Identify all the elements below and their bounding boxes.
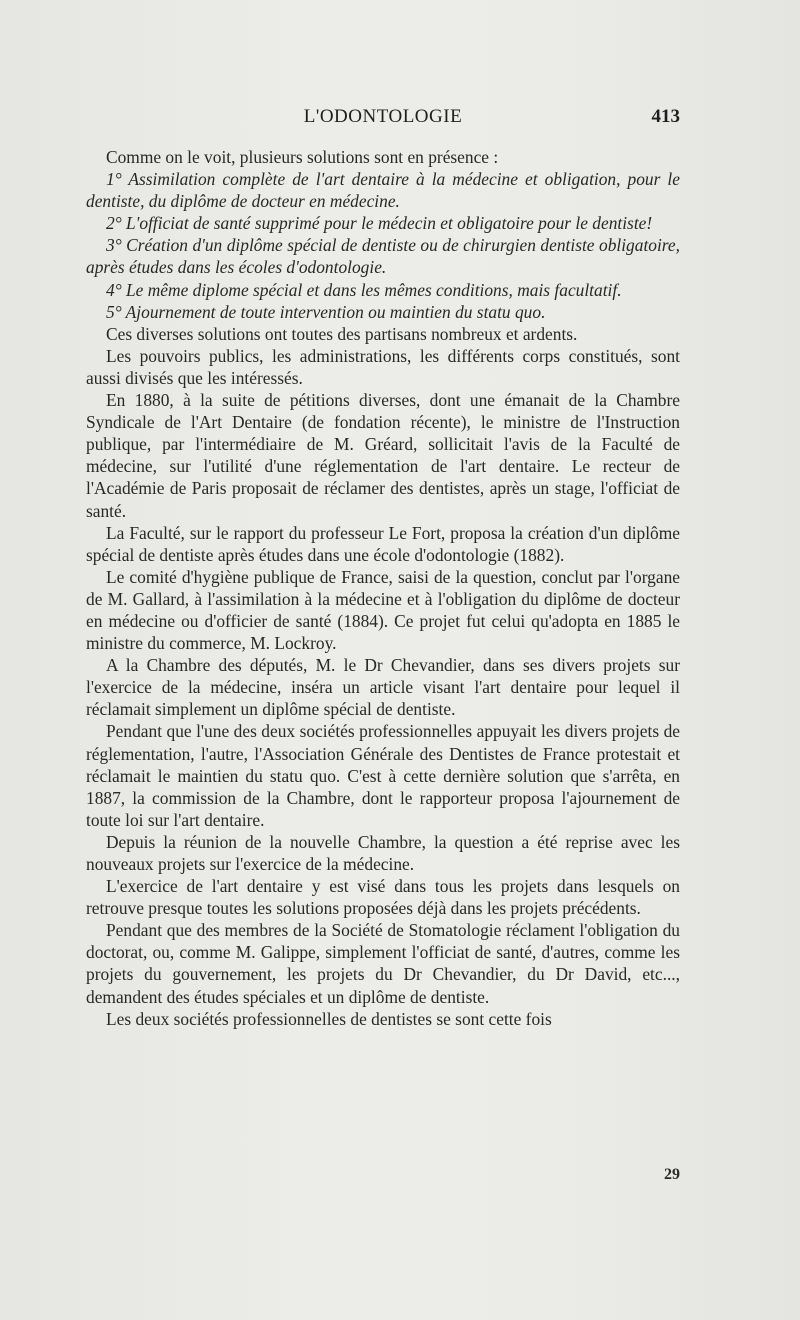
paragraph: La Faculté, sur le rapport du professeur Le Fort, proposa la création d'un diplôme spécial de dentiste après études dans une école d'odontologie (1882).	[86, 522, 680, 565]
paragraph: Pendant que l'une des deux sociétés professionnelles appuyait les divers projets de réglementation, l'autre, l'Association Générale des Dentistes de France protestait et réclamait le maintien du statu quo. C'est à cette dernière solution que s'arrêta, en 1887, la commission de la Chambre, dont le rapporteur proposa l'ajournement de toute loi sur l'art dentaire.	[86, 721, 680, 830]
paragraph: A la Chambre des députés, M. le Dr Chevandier, dans ses divers projets sur l'exercice de la médecine, inséra un article visant l'art dentaire pour lequel il réclamait simplement un diplôme spécial de dentiste.	[86, 655, 680, 720]
list-item-solution-4: 4° Le même diplome spécial et dans les mêmes conditions, mais facultatif.	[106, 279, 622, 300]
signature-mark: 29	[664, 1166, 680, 1183]
paragraph: Comme on le voit, plusieurs solutions sont en présence :	[106, 147, 499, 167]
body-text	[86, 146, 680, 1030]
paragraph: Ces diverses solutions ont toutes des partisans nombreux et ardents.	[106, 323, 578, 344]
paragraph: Les pouvoirs publics, les administrations, les différents corps constitués, sont aussi divisés que les intéressés.	[86, 345, 680, 388]
list-item-solution-3: 3° Création d'un diplôme spécial de dentiste ou de chirurgien dentiste obligatoire, après études dans les écoles d'odontologie.	[86, 235, 680, 278]
running-title: L'ODONTOLOGIE	[303, 106, 463, 127]
paragraph: En 1880, à la suite de pétitions diverses, dont une émanait de la Chambre Syndicale de l'Art Dentaire (de fondation récente), le ministre de l'Instruction publique, par l'intermédiaire de M. Gréard, sollicitait l'avis de la Faculté de médecine, sur l'utilité d'une réglementation de l'art dentaire. Le recteur de l'Académie de Paris proposait de réclamer des dentistes, après un stage, l'officiat de santé.	[86, 390, 680, 521]
page-number: 413	[651, 106, 680, 127]
paragraph: Depuis la réunion de la nouvelle Chambre, la question a été reprise avec les nouveaux projets sur l'exercice de la médecine.	[86, 831, 680, 874]
paragraph: Les deux sociétés professionnelles de dentistes se sont cette fois	[106, 1008, 552, 1029]
running-header	[86, 106, 680, 136]
list-item-solution-5: 5° Ajournement de toute intervention ou maintien du statu quo.	[106, 301, 546, 322]
paragraph: L'exercice de l'art dentaire y est visé dans tous les projets dans lesquels on retrouve presque toutes les solutions proposées déjà dans les projets précédents.	[86, 876, 680, 919]
paragraph: Pendant que des membres de la Société de Stomatologie réclament l'obligation du doctorat, ou, comme M. Galippe, simplement l'officiat de santé, d'autres, comme les projets du gouvernement, les projets du Dr Chevandier, du Dr David, etc..., demandent des études spéciales et un diplôme de dentiste.	[86, 920, 680, 1007]
list-item-solution-1: 1° Assimilation complète de l'art dentaire à la médecine et obligation, pour le dentiste, du diplôme de docteur en médecine.	[86, 169, 680, 212]
list-item-solution-2: 2° L'officiat de santé supprimé pour le médecin et obligatoire pour le dentiste!	[106, 213, 653, 234]
paragraph: Le comité d'hygiène publique de France, saisi de la question, conclut par l'organe de M. Gallard, à l'assimilation à la médecine et à l'obligation du diplôme de docteur en médecine ou d'officier de santé (1884). Ce projet fut celui qu'adopta en 1885 le ministre du commerce, M. Lockroy.	[86, 566, 680, 654]
